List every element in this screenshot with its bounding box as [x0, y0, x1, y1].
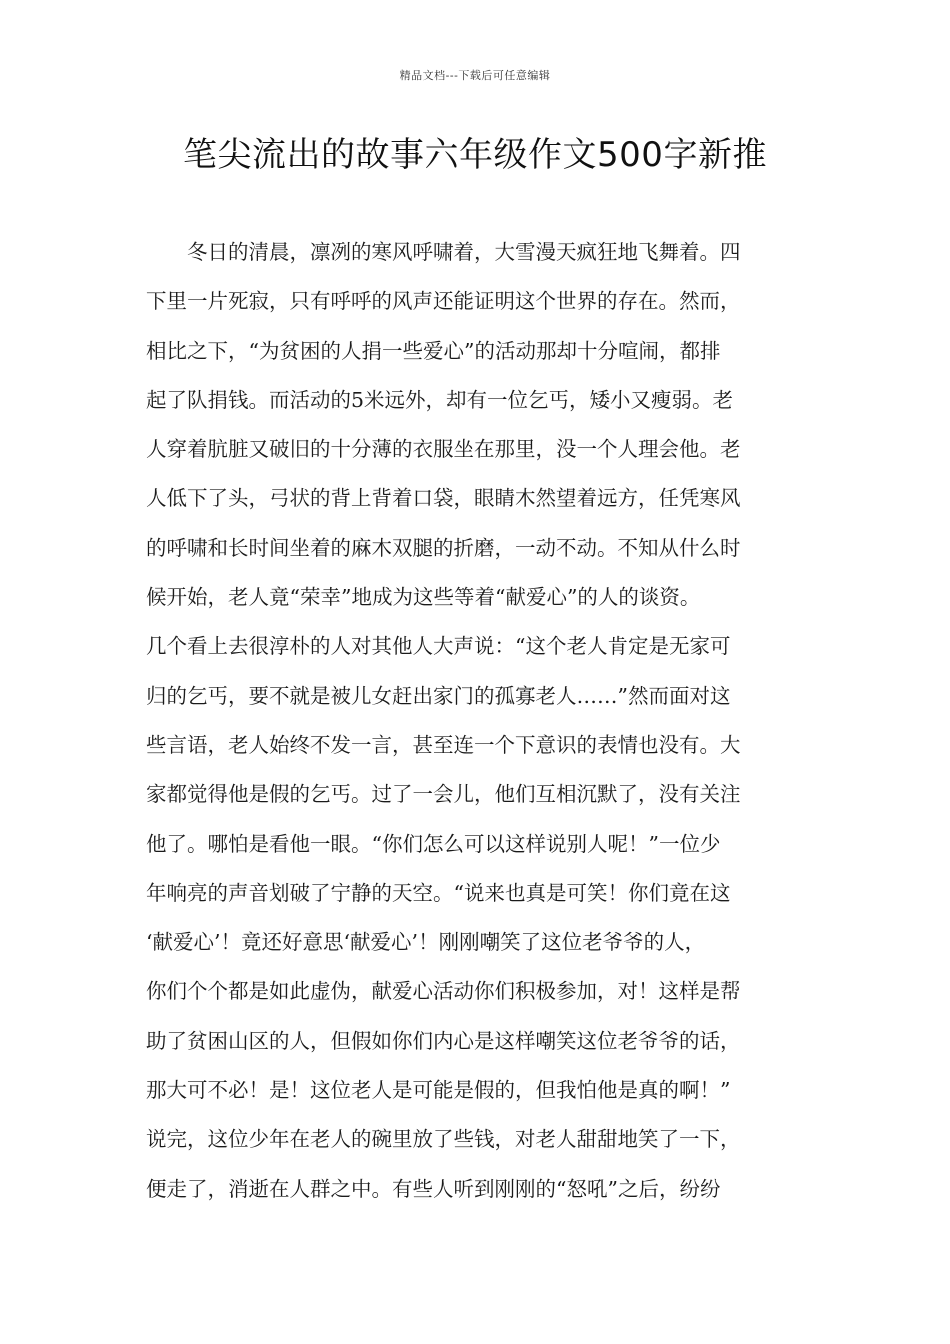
- paragraph-line: 他了。哪怕是看他一眼。“你们怎么可以这样说别人呢！”一位少: [146, 831, 721, 856]
- paragraph-line: 相比之下，“为贫困的人捐一些爱心”的活动那却十分喧闹，都排: [146, 338, 721, 363]
- paragraph-line: 家都觉得他是假的乞丐。过了一会儿，他们互相沉默了，没有关注: [146, 782, 741, 807]
- paragraph-line: 人穿着肮脏又破旧的十分薄的衣服坐在那里，没一个人理会他。老: [146, 437, 741, 462]
- paragraph-line: 起了队捐钱。而活动的5米远外，却有一位乞丐，矮小又瘦弱。老: [146, 387, 734, 412]
- document-title: 笔尖流出的故事六年级作文500字新推: [183, 135, 767, 175]
- paragraph-line: 年响亮的声音划破了宁静的天空。“说来也真是可笑！你们竟在这: [146, 880, 731, 905]
- paragraph-line: 几个看上去很淳朴的人对其他人大声说：“这个老人肯定是无家可: [146, 634, 731, 659]
- document-body: [146, 228, 826, 1214]
- paragraph-line: 归的乞丐，要不就是被儿女赶出家门的孤寡老人……”然而面对这: [146, 683, 731, 708]
- paragraph-line: 下里一片死寂，只有呼呼的风声还能证明这个世界的存在。然而，: [146, 289, 741, 314]
- paragraph-line: 便走了，消逝在人群之中。有些人听到刚刚的“怒吼”之后，纷纷: [146, 1176, 721, 1201]
- paragraph-line: 冬日的清晨，凛冽的寒风呼啸着，大雪漫天疯狂地飞舞着。四: [187, 240, 741, 264]
- paragraph-line: ‘献爱心’！竟还好意思‘献爱心’！刚刚嘲笑了这位老爷爷的人，: [146, 930, 706, 955]
- paragraph-line: 候开始，老人竟“荣幸”地成为这些等着“献爱心”的人的谈资。: [146, 585, 701, 610]
- paragraph-line: 你们个个都是如此虚伪，献爱心活动你们积极参加，对！这样是帮: [146, 979, 741, 1004]
- paragraph-line: 助了贫困山区的人，但假如你们内心是这样嘲笑这位老爷爷的话，: [146, 1028, 741, 1053]
- paragraph-line: 的呼啸和长时间坐着的麻木双腿的折磨，一动不动。不知从什么时: [146, 535, 741, 560]
- paragraph-line: 人低下了头，弓状的背上背着口袋，眼睛木然望着远方，任凭寒风: [146, 486, 741, 511]
- page-header: 精品文档---下载后可任意编辑: [399, 69, 551, 82]
- paragraph-line: 说完，这位少年在老人的碗里放了些钱，对老人甜甜地笑了一下，: [146, 1127, 741, 1152]
- paragraph-line: 些言语，老人始终不发一言，甚至连一个下意识的表情也没有。大: [146, 732, 741, 757]
- paragraph-line: 那大可不必！是！这位老人是可能是假的，但我怕他是真的啊！”: [146, 1078, 731, 1103]
